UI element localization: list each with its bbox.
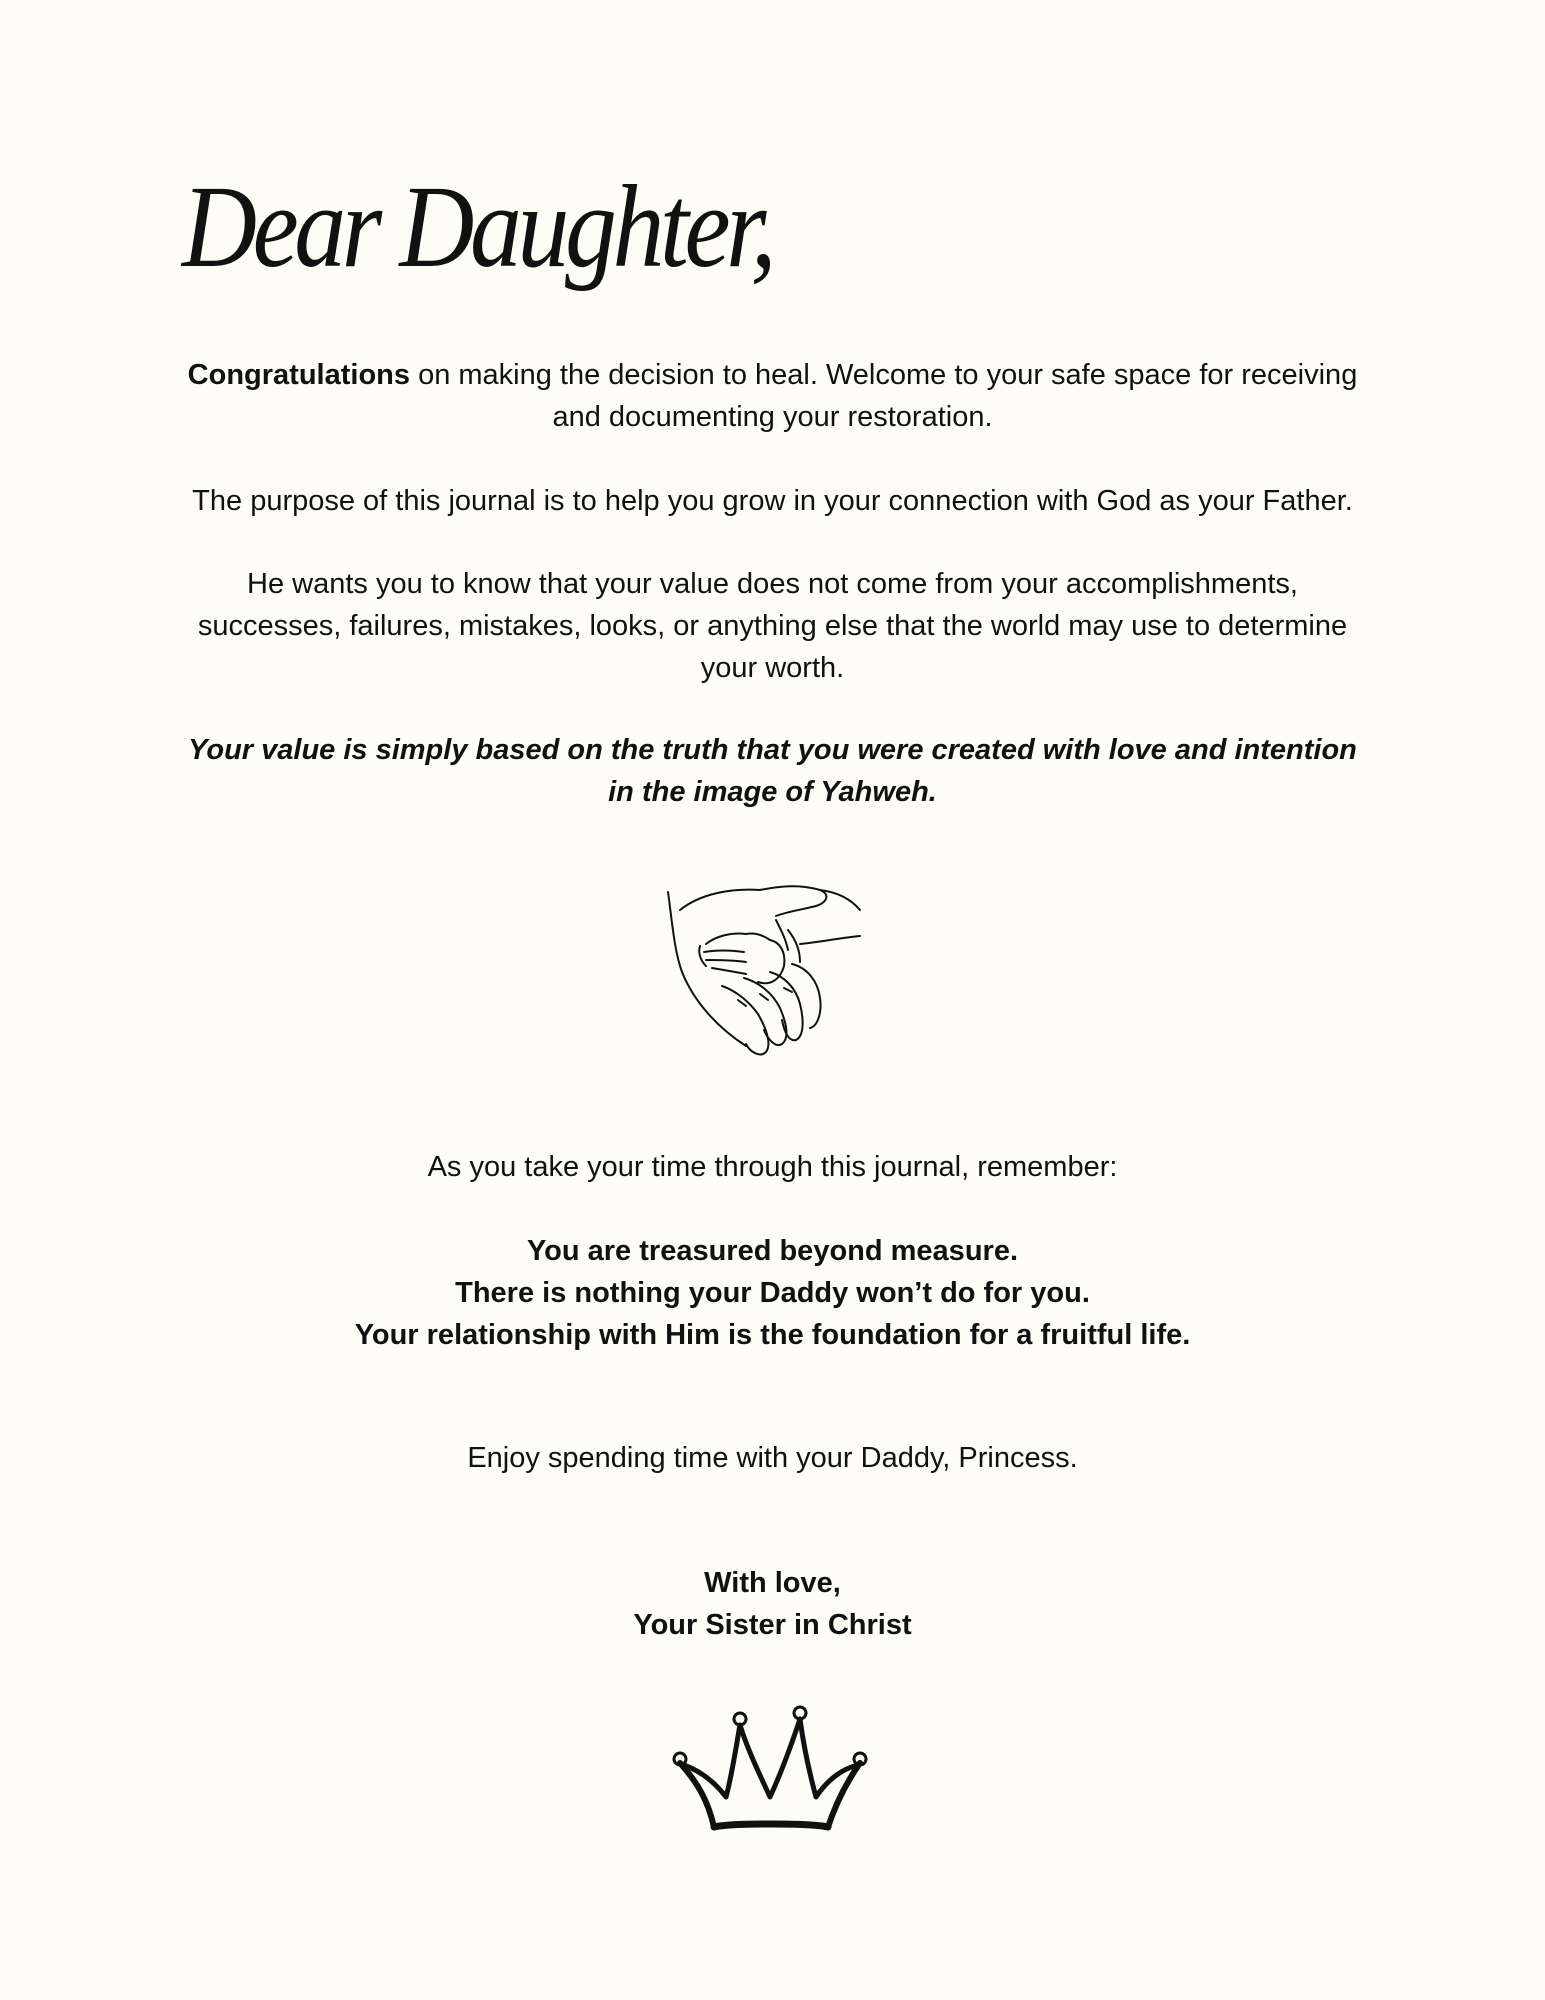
intro-bold-word: Congratulations: [187, 359, 411, 391]
value-line: your worth.: [700, 652, 845, 684]
affirmations: [140, 1230, 1405, 1356]
closing-line: With love,: [704, 1567, 841, 1599]
affirmation-line: There is nothing your Daddy won’t do for you.: [455, 1277, 1090, 1309]
intro-rest: on making the decision to heal. Welcome to your safe space for receiving: [410, 359, 1358, 391]
truth-line: in the image of Yahweh.: [608, 776, 937, 808]
intro-line-2: and documenting your restoration.: [552, 401, 993, 433]
enjoy-line: Enjoy spending time with your Daddy, Princess.: [467, 1442, 1078, 1474]
crown-icon: [670, 1705, 870, 1845]
value-paragraph: [140, 563, 1405, 689]
signature-line: Your Sister in Christ: [633, 1609, 912, 1641]
remember-line: As you take your time through this journal, remember:: [427, 1151, 1118, 1183]
affirmation-line: You are treasured beyond measure.: [526, 1235, 1019, 1267]
value-line: successes, failures, mistakes, looks, or anything else that the world may use to determine: [197, 610, 1348, 642]
intro-line-1: [140, 354, 1405, 396]
page-title: Dear Daughter,: [182, 161, 773, 292]
intro-paragraph: [140, 354, 1405, 438]
truth-line: Your value is simply based on the truth that you were created with love and intention: [188, 734, 1357, 766]
affirmation-line: Your relationship with Him is the foundation for a fruitful life.: [354, 1319, 1191, 1351]
signature-block: [140, 1562, 1405, 1646]
truth-paragraph: [140, 729, 1405, 813]
value-line: He wants you to know that your value does not come from your accomplishments,: [247, 568, 1298, 600]
hands-icon: [660, 880, 880, 1080]
purpose-paragraph: The purpose of this journal is to help you grow in your connection with God as your Father.: [192, 485, 1353, 517]
